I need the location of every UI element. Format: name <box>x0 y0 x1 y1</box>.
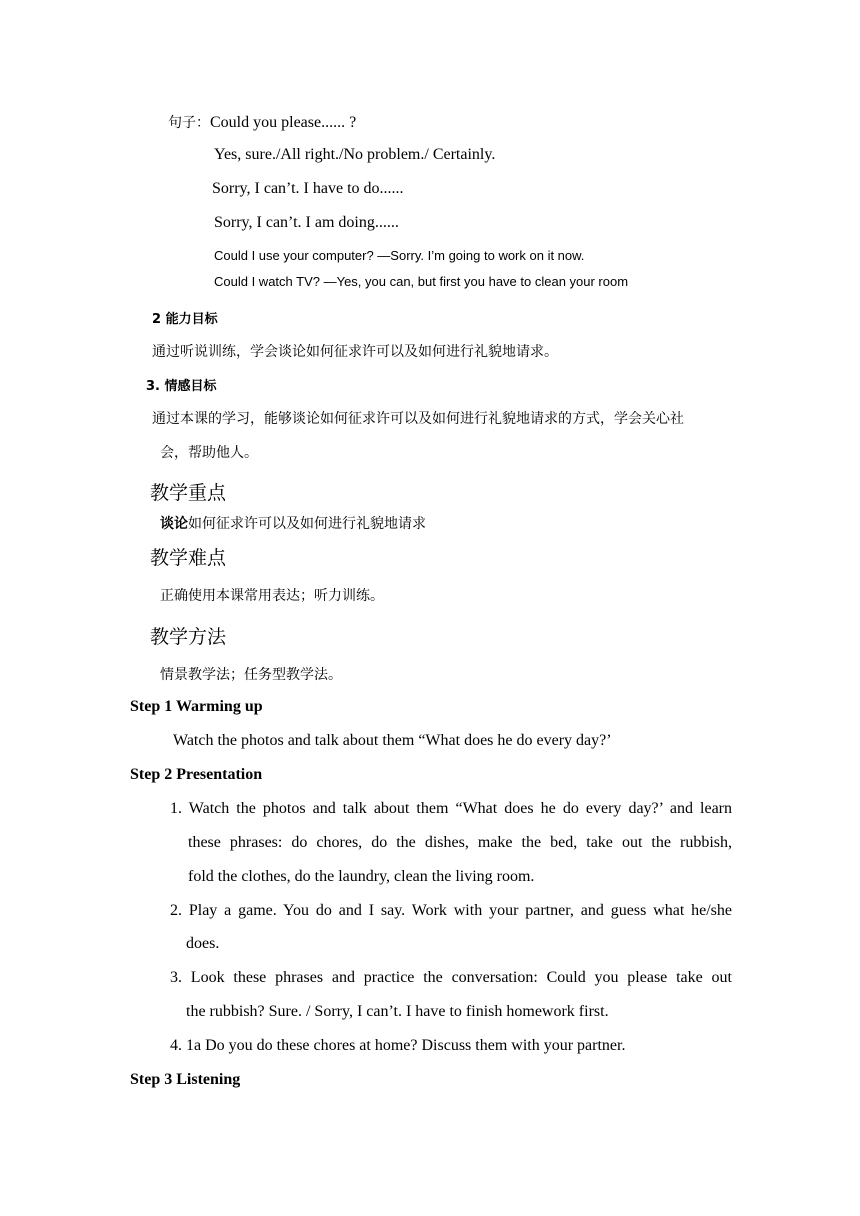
key-points-bold: 谈论 <box>160 516 188 532</box>
sentence-line-6: Could I watch TV? —Yes, you can, but first you have to clean your room <box>214 274 629 289</box>
ability-objective-title: 2 能力目标 <box>152 312 218 327</box>
sentence-pattern: Could you please...... ? <box>210 114 357 131</box>
emotion-objective-title: 3. 情感目标 <box>146 379 217 394</box>
step2-heading: Step 2 Presentation <box>130 766 263 783</box>
step2-item1-line2: these phrases: do chores, do the dishes, make the bed, take out the rubbish, <box>188 834 732 851</box>
sentence-line-3: Sorry, I can’t. I have to do...... <box>212 180 404 197</box>
step2-item1-line1: 1. Watch the photos and talk about them “What does he do every day?’ and learn <box>170 800 732 817</box>
sentence-label: 句子： <box>168 115 210 131</box>
step1-heading: Step 1 Warming up <box>130 698 263 715</box>
methods-heading: 教学方法 <box>150 626 227 648</box>
emotion-objective-text-2: 会，帮助他人。 <box>160 445 258 461</box>
step2-item4-line1: 4. 1a Do you do these chores at home? Discuss them with your partner. <box>170 1037 626 1054</box>
sentence-line-4: Sorry, I can’t. I am doing...... <box>214 214 399 231</box>
step2-item2-line2: does. <box>186 935 220 952</box>
step3-heading: Step 3 Listening <box>130 1071 241 1088</box>
key-points-heading: 教学重点 <box>150 482 227 504</box>
sentence-line-1 <box>168 112 356 132</box>
sentence-line-5: Could I use your computer? —Sorry. I’m going to work on it now. <box>214 248 585 263</box>
step2-item1-line3: fold the clothes, do the laundry, clean the living room. <box>188 868 535 885</box>
emotion-objective-text-1: 通过本课的学习，能够谈论如何征求许可以及如何进行礼貌地请求的方式，学会关心社 <box>152 411 684 427</box>
key-points-text <box>160 513 426 533</box>
methods-text: 情景教学法；任务型教学法。 <box>160 667 342 683</box>
difficulties-text: 正确使用本课常用表达；听力训练。 <box>160 588 384 604</box>
sentence-line-2: Yes, sure./All right./No problem./ Certainly. <box>214 146 496 163</box>
step2-item2-line1: 2. Play a game. You do and I say. Work with your partner, and guess what he/she <box>170 902 732 919</box>
key-points-body: 如何征求许可以及如何进行礼貌地请求 <box>188 516 426 532</box>
step1-text: Watch the photos and talk about them “What does he do every day?’ <box>173 732 612 749</box>
difficulties-heading: 教学难点 <box>150 547 227 569</box>
step2-item3-line1: 3. Look these phrases and practice the conversation: Could you please take out <box>170 969 732 986</box>
step2-item3-line2: the rubbish? Sure. / Sorry, I can’t. I have to finish homework first. <box>186 1003 609 1020</box>
ability-objective-text: 通过听说训练，学会谈论如何征求许可以及如何进行礼貌地请求。 <box>152 344 558 360</box>
